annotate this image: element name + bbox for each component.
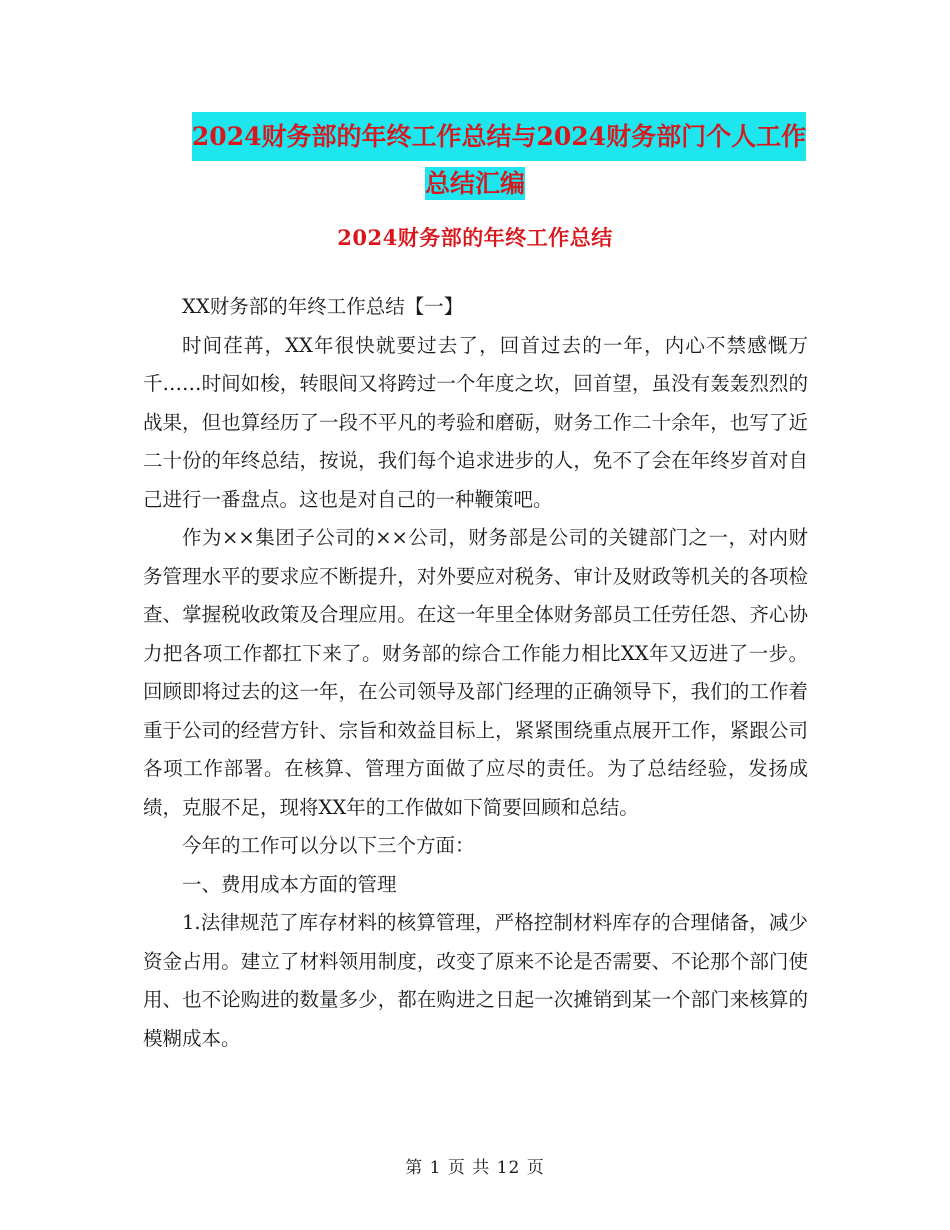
document-body [143, 288, 808, 1058]
document-title [0, 112, 950, 206]
paragraph: 作为××集团子公司的××公司，财务部是公司的关键部门之一，对内财务管理水平的要求应不断提升，对外要应对税务、审计及财政等机关的各项检查、掌握税收政策及合理应用。在这一年里全体财务部员工任劳任怨、齐心协力把各项工作都扛下来了。财务部的综合工作能力相比XX年又迈进了一步。回顾即将过去的这一年，在公司领导及部门经理的正确领导下，我们的工作着重于公司的经营方针、宗旨和效益目标上，紧紧围绕重点展开工作，紧跟公司各项工作部署。在核算、管理方面做了应尽的责任。为了总结经验，发扬成绩，克服不足，现将XX年的工作做如下简要回顾和总结。 [143, 526, 808, 819]
section-title: 2024财务部的年终工作总结 [337, 225, 613, 250]
document-title-line1: 2024财务部的年终工作总结与2024财务部门个人工作 [192, 112, 806, 161]
paragraph: 时间荏苒，XX年很快就要过去了，回首过去的一年，内心不禁感慨万千……时间如梭，转眼间又将跨过一个年度之坎，回首望，虽没有轰轰烈烈的战果，但也算经历了一段不平凡的考验和磨砺，财务工作二十余年，也写了近二十份的年终总结，按说，我们每个追求进步的人，免不了会在年终岁首对自己进行一番盘点。这也是对自己的一种鞭策吧。 [143, 333, 808, 511]
page-footer: 第 1 页 共 12 页 [405, 1158, 545, 1178]
paragraph: 今年的工作可以分以下三个方面： [182, 834, 475, 857]
paragraph-heading: XX财务部的年终工作总结【一】 [182, 295, 464, 318]
paragraph: 1.法律规范了库存材料的核算管理，严格控制材料库存的合理储备，减少资金占用。建立了材料领用制度，改变了原来不论是否需要、不论那个部门使用、也不论购进的数量多少，都在购进之日起一次摊销到某一个部门来核算的模糊成本。 [143, 911, 808, 1050]
paragraph-subheading: 一、费用成本方面的管理 [182, 872, 397, 896]
document-title-line2: 总结汇编 [424, 169, 525, 198]
